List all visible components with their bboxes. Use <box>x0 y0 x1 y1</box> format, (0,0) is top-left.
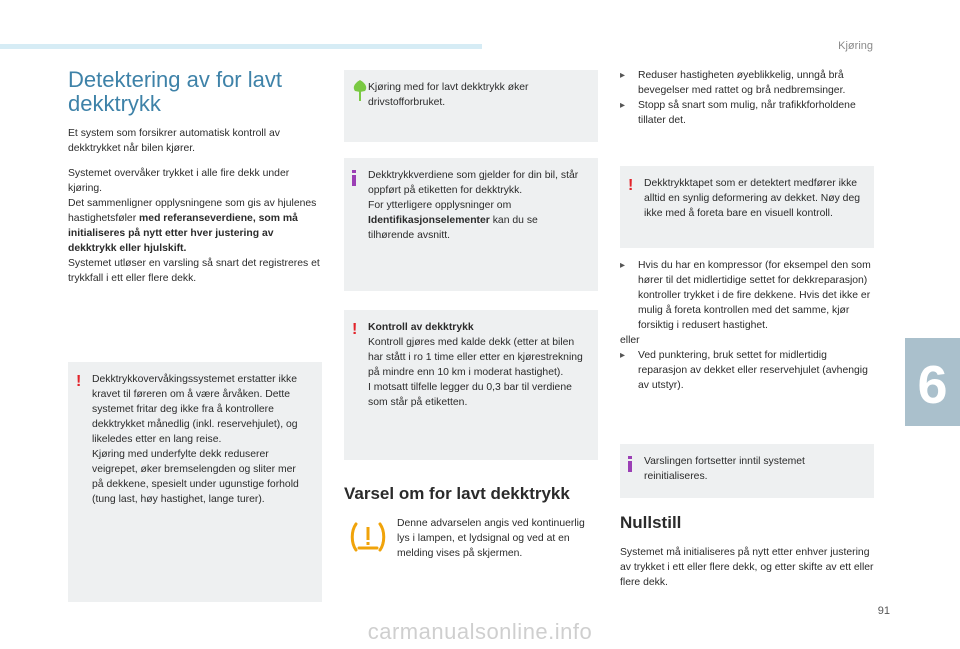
list-item: ▸ Stopp så snart som mulig, når trafikkforholdene tillater det. <box>620 100 856 126</box>
reset-heading: Nullstill <box>620 513 682 532</box>
info-box-reinit: Varslingen fortsetter inntil systemet reinitialiseres. <box>620 444 874 498</box>
title-line-2: dekktrykk <box>68 91 161 116</box>
page-number: 91 <box>877 605 890 617</box>
info-box-tyre-label: Dekktrykkverdiene som gjelder for din bil, står oppført på etiketten for dekktrykk. For ytterligere opplysninger om Identifikasjonselementer kan du se tilhørende avsnitt. <box>344 158 598 291</box>
warning-box-vigilance: ! Dekktrykkovervåkingssystemet erstatter ikke kravet til føreren om å være årvåken. Dette systemet fritar deg ikke fra å kontrollere dekktrykket månedlig (inkl. reservehjulet), og likeledes etter en lang reise. Kjøring med underfylte dekk reduserer veigrepet, øker bremselengden og sliter mer på dekkene, spesielt under ugunstige forhold (tung last, høy hastighet, lange turer). <box>68 362 322 602</box>
page-title <box>68 68 324 116</box>
description-text: Systemet overvåker trykket i alle fire dekk under kjøring. Det sammenligner opplysningene som gis av hjulenes hastighetsføler med referanseverdiene, som må initialiseres på nytt etter hver justering av dekktrykk eller hjulskift. Systemet utløser en varsling så snart det registreres et trykkfall i ett eller flere dekk. <box>68 168 320 284</box>
reset-text: Systemet må initialiseres på nytt etter enhver justering av trykket i ett eller flere dekk, og etter skifte av ett eller flere dekk. <box>620 547 874 588</box>
reset-section <box>620 513 874 590</box>
info-icon <box>628 456 632 472</box>
tyre-pressure-warning-icon <box>350 520 386 554</box>
alert-text: Denne advarselen angis ved kontinuerlig lys i lampen, et lydsignal og ved at en melding vises på skjermen. <box>397 518 585 559</box>
alert-heading: Varsel om for lavt dekktrykk <box>344 484 570 503</box>
or-text: eller <box>620 335 640 346</box>
list-item: ▸ Hvis du har en kompressor (for eksempel den som hører til det midlertidige settet for dekkreparasjon) kontroller trykket i de fire dekkene. Hvis det ikke er mulig å foreta kontrollen med det samme, kjør forsiktig i redusert hastighet. <box>620 260 871 331</box>
eco-box: Kjøring med for lavt dekktrykk øker drivstofforbruket. <box>344 70 598 142</box>
info-icon <box>352 170 356 186</box>
header-accent-bar <box>0 44 482 49</box>
chapter-number: 6 <box>917 355 948 415</box>
warning-exclamation-icon: ! <box>76 373 82 390</box>
warning-box-visual-check: ! Dekktrykktapet som er detektert medfører ikke alltid en synlig deformering av dekket. Nøy deg ikke med å foreta bare en visuell kontroll. <box>620 166 874 248</box>
eco-tree-icon <box>352 80 368 102</box>
arrow-bullet-icon: ▸ <box>620 260 626 271</box>
warning-exclamation-icon: ! <box>628 177 634 194</box>
warning-exclamation-icon: ! <box>352 321 358 338</box>
action-list-1 <box>620 68 874 128</box>
watermark: carmanualsonline.info <box>367 619 593 644</box>
arrow-bullet-icon: ▸ <box>620 70 626 81</box>
list-item: ▸ Ved punktering, bruk settet for midlertidig reparasjon av dekket eller reservehjulet (avhengig av utstyr). <box>620 350 868 391</box>
intro-text: Et system som forsikrer automatisk kontroll av dekktrykket når bilen kjører. <box>68 128 280 154</box>
arrow-bullet-icon: ▸ <box>620 350 626 361</box>
action-list-2 <box>620 258 874 393</box>
arrow-bullet-icon: ▸ <box>620 100 626 111</box>
section-label: Kjøring <box>838 40 873 52</box>
alert-section <box>344 484 602 504</box>
title-line-1: Detektering av for lavt <box>68 67 282 92</box>
warning-box-pressure-check: ! Kontroll av dekktrykk Kontroll gjøres med kalde dekk (etter at bilen har stått i ro 1 time eller etter en kjørestrekning på mindre enn 10 km i moderat hastighet). I motsatt tilfelle legger du 0,3 bar til verdiene som står på etiketten. <box>344 310 598 460</box>
column-1 <box>68 68 324 286</box>
list-item: ▸ Reduser hastigheten øyeblikkelig, unngå brå bevegelser med rattet og brå nedbremsinger. <box>620 70 846 96</box>
chapter-tab <box>905 338 960 426</box>
